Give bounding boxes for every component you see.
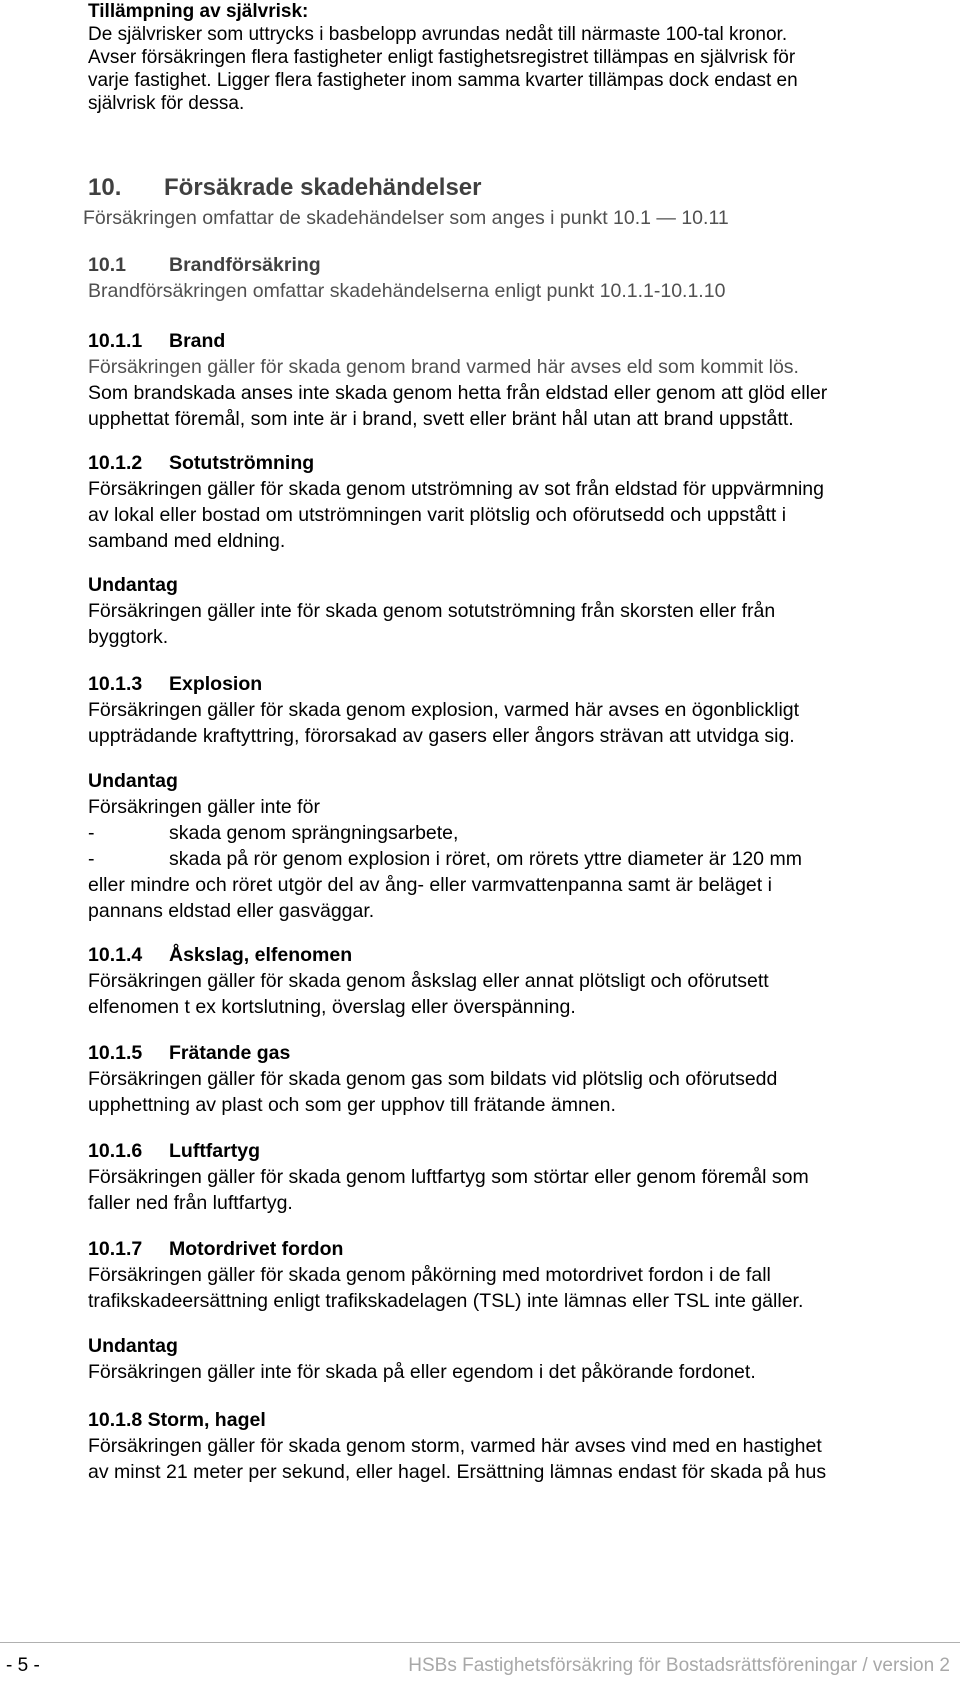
deductible-line: självrisk för dessa. bbox=[88, 93, 245, 114]
exception-line: byggtork. bbox=[88, 626, 169, 648]
clause-title: Åskslag, elfenomen bbox=[169, 944, 353, 966]
clause-line: Som brandskada anses inte skada genom hetta från eldstad eller genom att glöd eller bbox=[88, 382, 828, 404]
clause-number: 10.1.1 bbox=[88, 330, 143, 352]
deductible-line: Avser försäkringen flera fastigheter enligt fastighetsregistret tillämpas en självrisk för bbox=[88, 47, 796, 68]
clause-number: 10.1.4 bbox=[88, 944, 143, 966]
footer-title: HSBs Fastighetsförsäkring för Bostadsrättsföreningar / version 2 bbox=[408, 1655, 950, 1676]
list-dash: - bbox=[88, 822, 95, 844]
exception-line: Försäkringen gäller inte för skada på eller egendom i det påkörande fordonet. bbox=[88, 1361, 756, 1383]
exception-line: pannans eldstad eller gasväggar. bbox=[88, 900, 375, 922]
clause-fire bbox=[88, 328, 950, 432]
clause-line: Försäkringen gäller för skada genom åskslag eller annat plötsligt och oförutsett bbox=[88, 970, 769, 992]
exception-heading: Undantag bbox=[88, 574, 178, 596]
clause-title: Motordrivet fordon bbox=[169, 1238, 344, 1260]
clause-line: av lokal eller bostad om utströmningen varit plötslig och oförutsedd och uppstått i bbox=[88, 504, 787, 526]
clause-line: upphettning av plast och som ger upphov till frätande ämnen. bbox=[88, 1094, 616, 1116]
section-number: 10. bbox=[88, 174, 122, 201]
clause-line: Försäkringen gäller för skada genom utströmning av sot från eldstad för uppvärmning bbox=[88, 478, 824, 500]
list-item-text: skada genom sprängningsarbete, bbox=[169, 822, 459, 844]
clause-storm bbox=[88, 1407, 950, 1485]
clause-corrosive-gas bbox=[88, 1040, 950, 1118]
clause-line: upphettat föremål, som inte är i brand, svett eller bränt hål utan att brand uppstått. bbox=[88, 408, 794, 430]
clause-motor-vehicle-exception bbox=[88, 1333, 950, 1385]
clause-explosion bbox=[88, 671, 950, 749]
clause-number: 10.1.2 bbox=[88, 452, 143, 474]
clause-number: 10.1.3 bbox=[88, 673, 143, 695]
exception-intro: Försäkringen gäller inte för bbox=[88, 796, 320, 818]
clause-line: faller ned från luftfartyg. bbox=[88, 1192, 293, 1214]
subsection-number: 10.1 bbox=[88, 254, 126, 276]
exception-heading: Undantag bbox=[88, 1335, 178, 1357]
clause-line: Försäkringen gäller för skada genom brand varmed här avses eld som kommit lös. bbox=[88, 356, 799, 378]
clause-line: trafikskadeersättning enligt trafikskadelagen (TSL) inte lämnas eller TSL inte gäller. bbox=[88, 1290, 804, 1312]
clause-explosion-exception bbox=[88, 768, 950, 924]
clause-motor-vehicle bbox=[88, 1236, 950, 1314]
subsection-title: Brandförsäkring bbox=[169, 254, 321, 276]
clause-line: uppträdande kraftyttring, förorsakad av gasers eller ångors strävan att utvidga sig. bbox=[88, 725, 795, 747]
clause-line: elfenomen t ex kortslutning, överslag eller överspänning. bbox=[88, 996, 576, 1018]
clause-line: Försäkringen gäller för skada genom explosion, varmed här avses en ögonblickligt bbox=[88, 699, 800, 721]
clause-soot bbox=[88, 450, 950, 554]
deductible-line: De självrisker som uttrycks i basbelopp avrundas nedåt till närmaste 100-tal kronor. bbox=[88, 24, 788, 45]
deductible-heading: Tillämpning av självrisk: bbox=[88, 1, 309, 22]
deductible-line: varje fastighet. Ligger flera fastigheter inom samma kvarter tillämpas dock endast en bbox=[88, 70, 798, 91]
section-heading bbox=[88, 174, 482, 202]
exception-line: Försäkringen gäller inte för skada genom sotutströmning från skorsten eller från bbox=[88, 600, 776, 622]
list-dash: - bbox=[88, 848, 95, 870]
clause-number: 10.1.7 bbox=[88, 1238, 143, 1260]
clause-title: Brand bbox=[169, 330, 226, 352]
subsection-text: Brandförsäkringen omfattar skadehändelserna enligt punkt 10.1.1-10.1.10 bbox=[88, 280, 726, 302]
exception-heading: Undantag bbox=[88, 770, 178, 792]
clause-heading: 10.1.8 Storm, hagel bbox=[88, 1409, 266, 1431]
clause-title: Luftfartyg bbox=[169, 1140, 260, 1162]
clause-line: Försäkringen gäller för skada genom gas som bildats vid plötslig och oförutsedd bbox=[88, 1068, 778, 1090]
clause-number: 10.1.6 bbox=[88, 1140, 143, 1162]
subsection-fire-insurance bbox=[88, 252, 950, 304]
clause-number: 10.1.5 bbox=[88, 1042, 143, 1064]
clause-soot-exception bbox=[88, 572, 950, 650]
deductible-block bbox=[88, 0, 950, 115]
clause-title: Explosion bbox=[169, 673, 263, 695]
section-title: Försäkrade skadehändelser bbox=[164, 174, 482, 201]
list-item bbox=[88, 846, 950, 872]
clause-line: Försäkringen gäller för skada genom påkörning med motordrivet fordon i de fall bbox=[88, 1264, 771, 1286]
clause-line: Försäkringen gäller för skada genom luftfartyg som störtar eller genom föremål som bbox=[88, 1166, 809, 1188]
list-item bbox=[88, 820, 950, 846]
clause-title: Frätande gas bbox=[169, 1042, 291, 1064]
list-item-text: skada på rör genom explosion i röret, om rörets yttre diameter är 120 mm bbox=[169, 848, 802, 870]
clause-line: av minst 21 meter per sekund, eller hagel. Ersättning lämnas endast för skada på hus bbox=[88, 1461, 827, 1483]
clause-lightning bbox=[88, 942, 950, 1020]
footer-divider bbox=[0, 1642, 960, 1643]
section-intro: Försäkringen omfattar de skadehändelser som anges i punkt 10.1 — 10.11 bbox=[83, 207, 729, 229]
clause-line: samband med eldning. bbox=[88, 530, 286, 552]
clause-line: Försäkringen gäller för skada genom storm, varmed här avses vind med en hastighet bbox=[88, 1435, 822, 1457]
clause-aircraft bbox=[88, 1138, 950, 1216]
page-number: - 5 - bbox=[6, 1655, 40, 1676]
clause-title: Sotutströmning bbox=[169, 452, 315, 474]
exception-line: eller mindre och röret utgör del av ång- eller varmvattenpanna samt är beläget i bbox=[88, 874, 772, 896]
